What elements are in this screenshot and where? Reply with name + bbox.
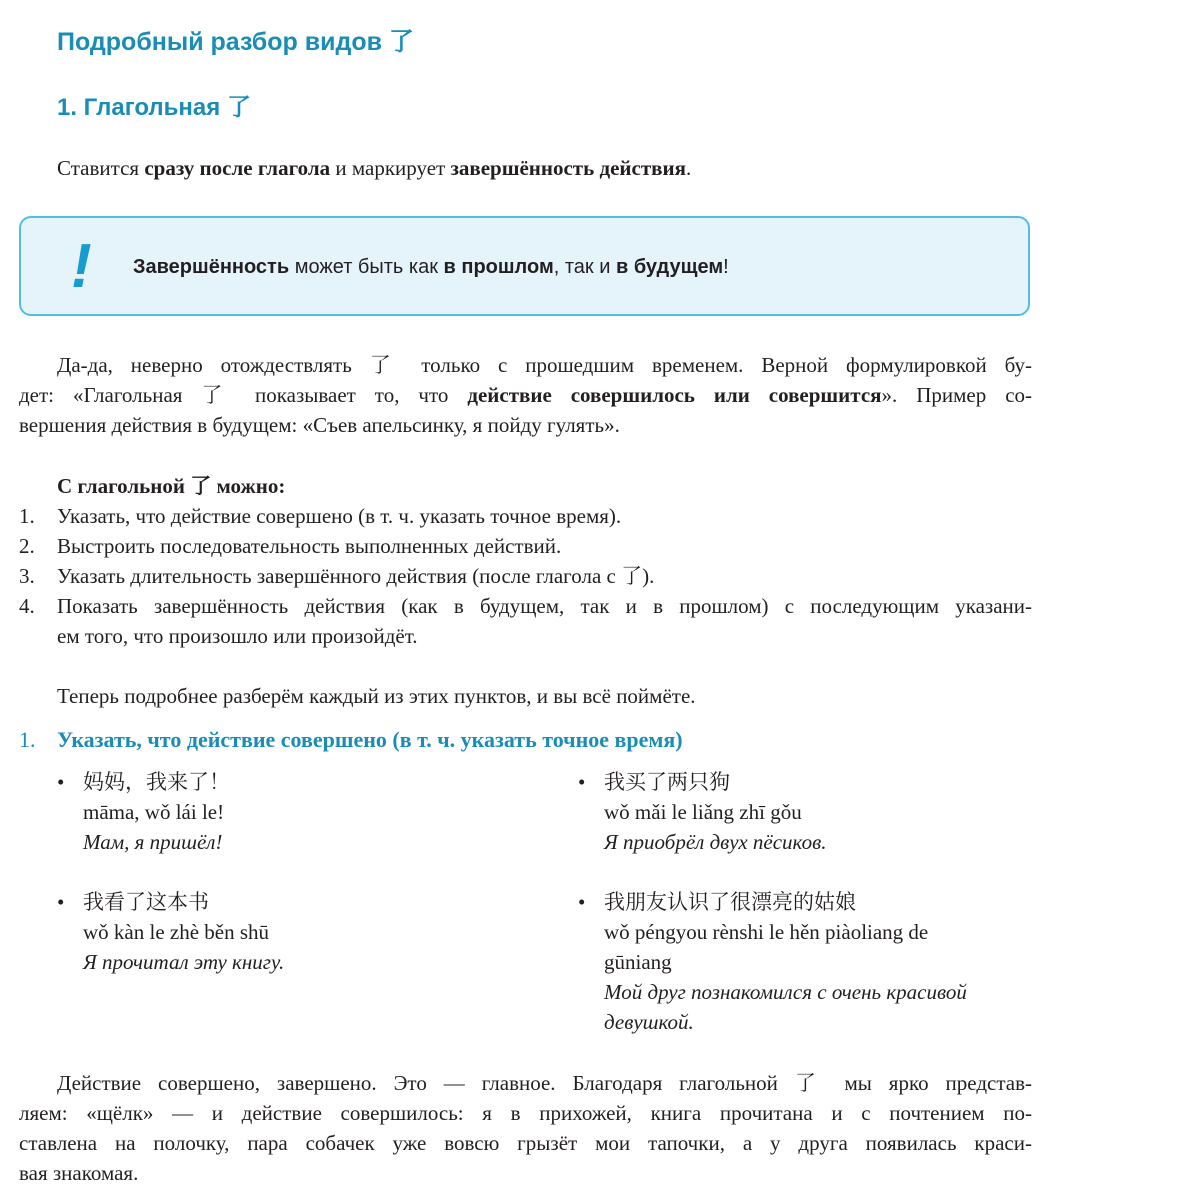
example-item [57,887,285,977]
example-translation: Я прочитал эту книгу. [83,950,285,974]
example-chinese: 我朋友认识了很漂亮的姑娘 [604,890,856,914]
bullet: • [578,890,586,914]
subsection-title: 1. Указать, что действие совершено (в т. ч. указать точное время) [19,727,683,752]
example-pinyin: gūniang [604,950,672,974]
can-list [19,501,1032,651]
example-item [578,767,827,857]
paragraph-line: вершения действия в будущем: «Съев апельсинку, я пойду гулять». [19,413,620,437]
list-item: 1. Указать, что действие совершено (в т. ч. указать точное время). [19,504,622,528]
conclusion-paragraph [19,1068,1032,1188]
example-translation: Мам, я пришёл! [83,830,223,854]
explanation-paragraph [19,350,1032,440]
example-pinyin: wǒ kàn le zhè běn shū [83,920,270,944]
example-pinyin: wǒ péngyou rènshi le hěn piàoliang de [604,920,929,944]
example-translation: Мой друг познакомился с очень красивой [604,980,967,1004]
example-chinese: 妈妈，我来了！ [83,770,230,794]
transition-paragraph: Теперь подробнее разберём каждый из этих пунктов, и вы всё поймёте. [57,684,696,708]
example-chinese: 我买了两只狗 [604,770,730,794]
bullet: • [578,770,586,794]
bullet: • [57,890,65,914]
can-list-title: С глагольной 了 можно: [57,474,286,498]
example-translation: Я приобрёл двух пёсиков. [604,830,827,854]
paragraph-line: дет: «Глагольная 了 показывает то, что действие совершилось или совершится». Пример со- [19,383,1032,407]
example-item [578,887,967,1037]
list-item: 3. Указать длительность завершённого действия (после глагола с 了). [19,564,655,588]
example-chinese: 我看了这本书 [83,890,209,914]
list-item: 4. Показать завершённость действия (как в будущем, так и в прошлом) с последующим указани- ем того, что произошло или произойдёт. [19,594,1032,648]
paragraph-line: вая знакомая. [19,1161,139,1185]
list-item: 2. Выстроить последовательность выполненных действий. [19,534,562,558]
note-box [19,216,1030,316]
note-text: Завершённость может быть как в прошлом, так и в будущем! [133,256,729,278]
exclamation-icon: ! [71,232,92,301]
paragraph-line: Да-да, неверно отождествлять 了 только с прошедшим временем. Верной формулировкой бу- [57,353,1032,377]
paragraph-line: ляем: «щёлк» — и действие совершилось: я в прихожей, книга прочитана и с почтением по- [19,1101,1032,1125]
paragraph-line: Действие совершено, завершено. Это — главное. Благодаря глагольной 了 мы ярко представ- [57,1071,1032,1095]
intro-paragraph: Ставится сразу после глагола и маркирует завершённость действия. [57,156,692,180]
example-translation: девушкой. [604,1010,694,1034]
paragraph-line: ставлена на полочку, пара собачек уже вовсю грызёт мои тапочки, а у друга появилась краси- [19,1131,1032,1155]
example-pinyin: māma, wǒ lái le! [83,800,225,824]
example-pinyin: wǒ mǎi le liǎng zhī gǒu [604,800,802,824]
example-item [57,767,230,857]
bullet: • [57,770,65,794]
section-title-verbal-le: 1. Глагольная 了 [57,94,251,121]
page-title: Подробный разбор видов 了 [57,28,414,56]
